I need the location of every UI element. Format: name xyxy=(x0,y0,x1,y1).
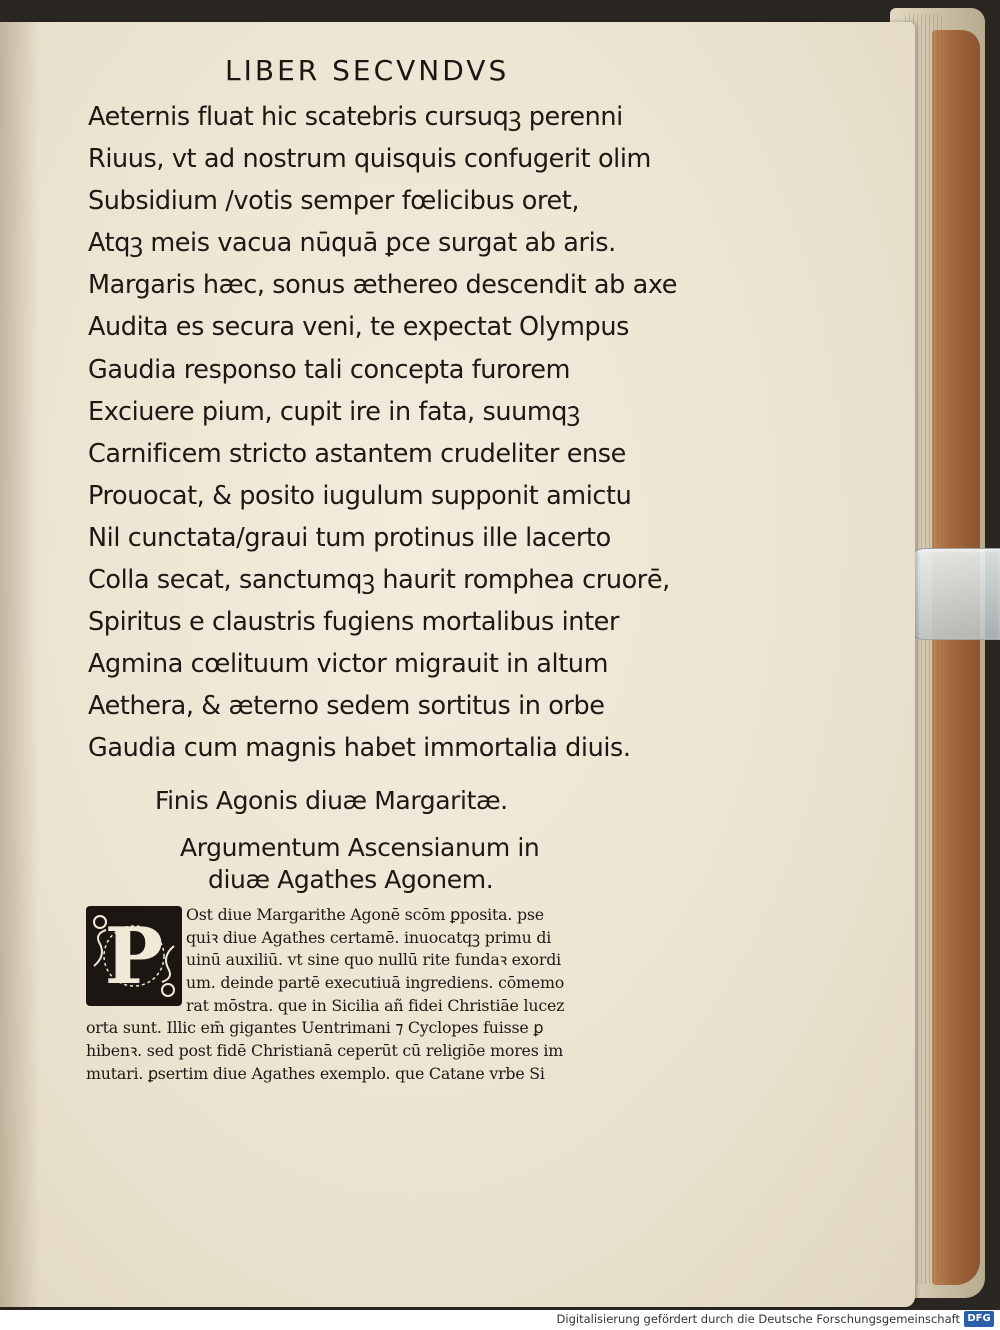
argument-title-line-2: diuæ Agathes Agonem. xyxy=(208,865,494,894)
prose-line: quiꝛ diue Agathes certamē. inuocatqꝫ primu di xyxy=(186,927,552,947)
verse-line: Aethera, & æterno sedem sortitus in orbe xyxy=(88,691,605,722)
verse-line: Carnificem stricto astantem crudeliter ense xyxy=(88,438,626,469)
verse-line: Atqꝫ meis vacua nūquā ꝑce surgat ab aris. xyxy=(88,228,616,259)
verse-line: Riuus, vt ad nostrum quisquis confugerit olim xyxy=(88,144,651,175)
footer-bar xyxy=(0,1310,1000,1330)
finis-line: Finis Agonis diuæ Margaritæ. xyxy=(155,786,508,815)
verse-line: Exciuere pium, cupit ire in fata, suumqꝫ xyxy=(88,396,580,427)
verse-block xyxy=(88,96,678,770)
plastic-clip xyxy=(900,548,1000,640)
argument-title-line-1: Argumentum Ascensianum in xyxy=(180,833,540,862)
prose-line: Ost diue Margarithe Agonē scōm ꝑposita. pse xyxy=(186,905,544,924)
prose-line: orta sunt. Illic em̄ gigantes Uentrimani ⁊ Cyclopes fuisse ꝑ xyxy=(86,1018,544,1038)
verse-line: Audita es secura veni, te expectat Olympus xyxy=(88,312,629,343)
dfg-logo-icon: DFG xyxy=(964,1311,994,1327)
prose-line: hibenꝛ. sed post fidē Christianā ceperūt cū religiōe mores im xyxy=(86,1041,564,1061)
verse-line: Gaudia cum magnis habet immortalia diuis. xyxy=(88,733,631,764)
verse-line: Subsidium /votis semper fœlicibus oret, xyxy=(88,186,580,217)
prose-line: mutari. ꝑsertim diue Agathes exemplo. que Catane vrbe Si xyxy=(86,1063,545,1083)
verse-line: Spiritus e claustris fugiens mortalibus inter xyxy=(88,607,620,638)
verse-line: Aeternis fluat hic scatebris cursuqꝫ perenni xyxy=(88,102,623,132)
page-gutter-shadow xyxy=(0,22,40,1307)
verse-line: Margaris hæc, sonus æthereo descendit ab axe xyxy=(88,270,678,301)
prose-line: rat mōstra. que in Sicilia añ fidei Christiāe lucez xyxy=(186,995,565,1015)
verse-line: Gaudia responso tali concepta furorem xyxy=(88,354,571,385)
verse-line: Prouocat, & posito iugulum supponit amictu xyxy=(88,480,632,511)
prose-line: um. deinde partē executiuā ingrediens. cōmemo xyxy=(186,973,565,993)
footer-credit: Digitalisierung gefördert durch die Deutsche Forschungsgemeinschaft xyxy=(556,1312,960,1326)
verse-line: Nil cunctata/graui tum protinus ille lacerto xyxy=(88,522,611,553)
verse-line: Agmina cœlituum victor migrauit in altum xyxy=(88,649,609,680)
prose-line: uinū auxiliū. vt sine quo nullū rite fundaꝛ exordi xyxy=(186,950,561,970)
prose-block xyxy=(86,904,626,1086)
argument-title xyxy=(180,832,539,896)
initial-letter: P xyxy=(104,910,164,1002)
page-header: LIBER SECVNDVS xyxy=(225,54,510,87)
verse-line: Colla secat, sanctumqꝫ haurit romphea cruorē, xyxy=(88,565,670,596)
